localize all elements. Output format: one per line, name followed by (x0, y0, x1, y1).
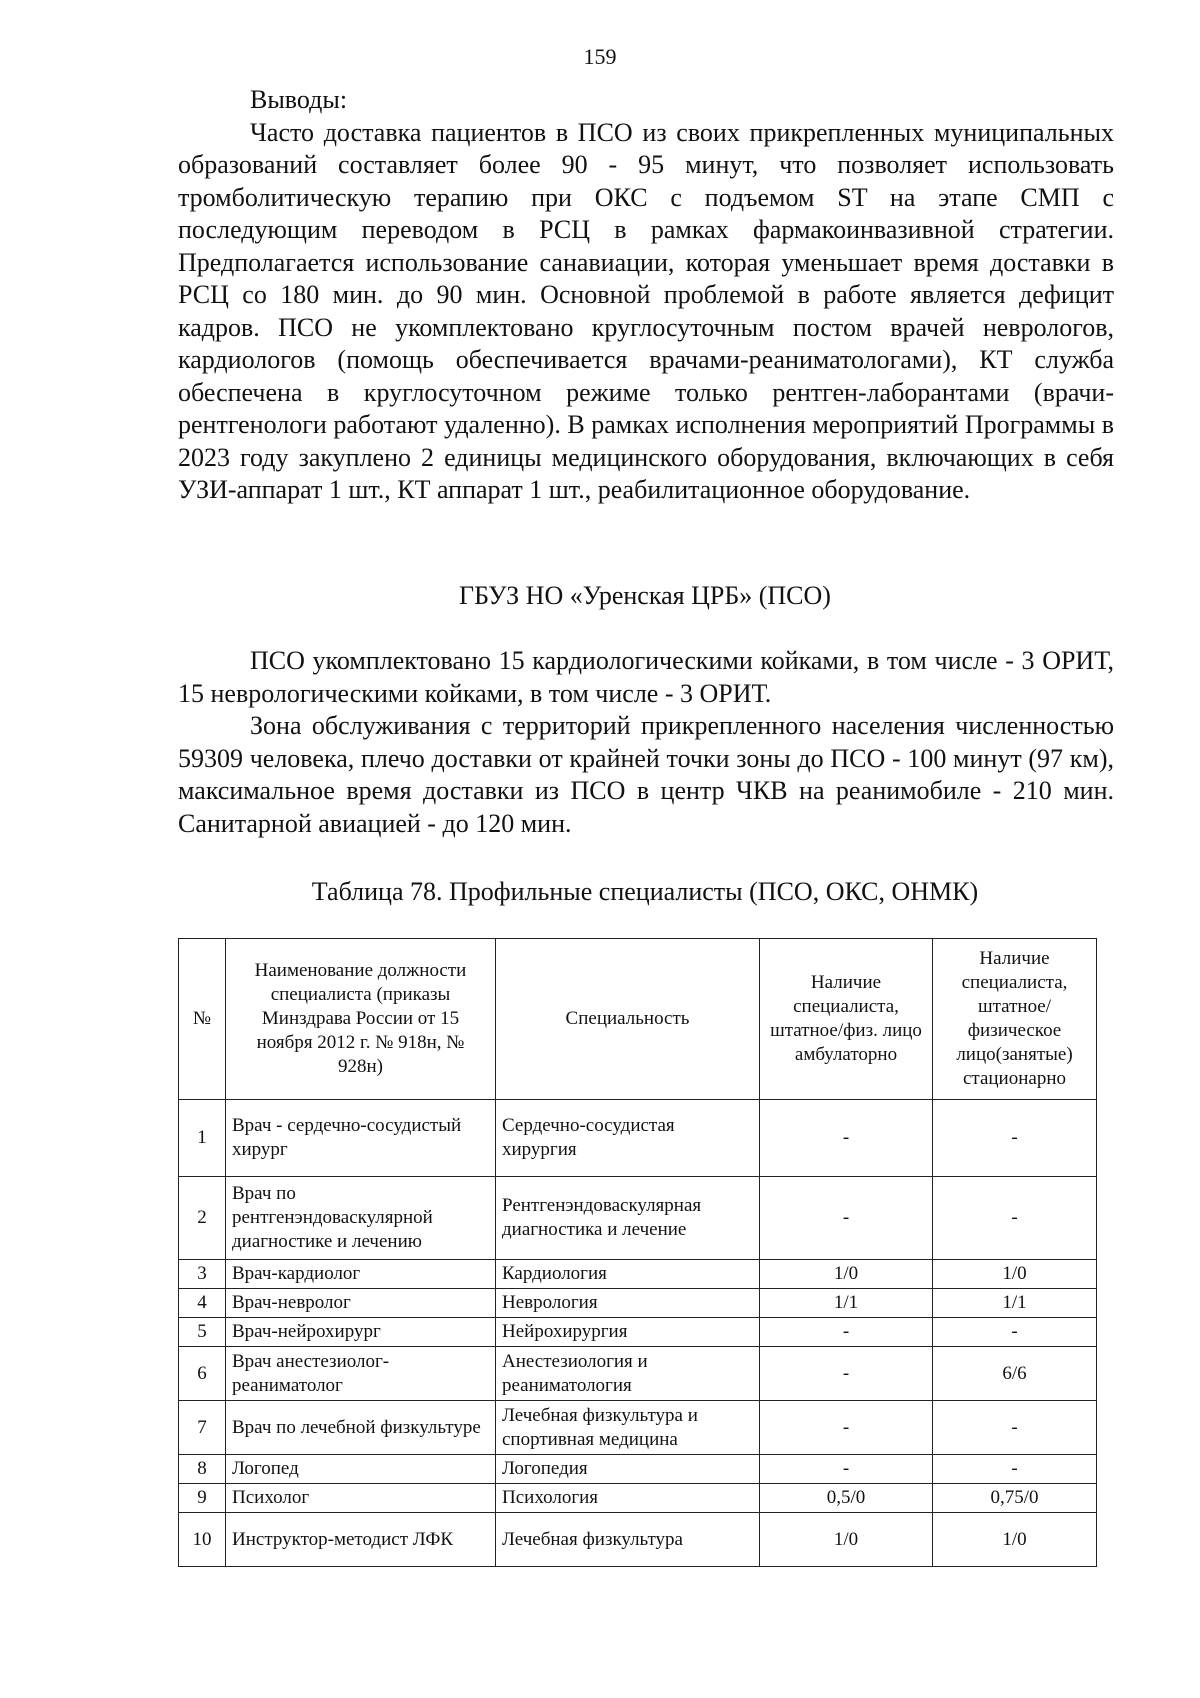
row-inpatient: - (933, 1177, 1097, 1260)
table-row (179, 1455, 1097, 1484)
table-row (179, 1401, 1097, 1455)
row-inpatient: 0,75/0 (933, 1484, 1097, 1513)
row-num: 10 (179, 1513, 226, 1567)
row-num: 4 (179, 1289, 226, 1318)
row-inpatient: 6/6 (933, 1347, 1097, 1401)
header-num: № (179, 939, 226, 1100)
row-num: 3 (179, 1260, 226, 1289)
row-position: Врач-невролог (226, 1289, 496, 1318)
section-paragraph-1: ПСО укомплектовано 15 кардиологическими койками, в том числе - 3 ОРИТ, 15 неврологическими койками, в том числе - 3 ОРИТ. (178, 646, 1114, 708)
section-body (178, 645, 1114, 840)
row-ambulatory: - (760, 1347, 933, 1401)
row-position: Врач анестезиолог-реаниматолог (226, 1347, 496, 1401)
row-ambulatory: 1/0 (760, 1260, 933, 1289)
row-ambulatory: 1/1 (760, 1289, 933, 1318)
header-position: Наименование должности специалиста (приказы Минздрава России от 15 ноября 2012 г. № 918н, № 928н) (226, 939, 496, 1100)
row-inpatient: - (933, 1455, 1097, 1484)
row-num: 5 (179, 1318, 226, 1347)
row-specialty: Логопедия (496, 1455, 760, 1484)
section-paragraph-2: Зона обслуживания с территорий прикрепленного населения численностью 59309 человека, плечо доставки от крайней точки зоны до ПСО - 100 минут (97 км), максимальное время доставки из ПСО в центр ЧКВ на реанимобиле - 210 мин. Санитарной авиацией - до 120 мин. (178, 711, 1114, 838)
row-ambulatory: 1/0 (760, 1513, 933, 1567)
table-row (179, 1318, 1097, 1347)
row-specialty: Лечебная физкультура (496, 1513, 760, 1567)
row-position: Врач-кардиолог (226, 1260, 496, 1289)
row-inpatient: - (933, 1100, 1097, 1177)
row-inpatient: - (933, 1318, 1097, 1347)
row-position: Психолог (226, 1484, 496, 1513)
conclusions-block (178, 84, 1114, 507)
row-specialty: Анестезиология и реаниматология (496, 1347, 760, 1401)
row-position: Логопед (226, 1455, 496, 1484)
row-inpatient: 1/0 (933, 1260, 1097, 1289)
row-num: 6 (179, 1347, 226, 1401)
row-ambulatory: - (760, 1177, 933, 1260)
page-number: 159 (583, 44, 617, 69)
row-ambulatory: - (760, 1318, 933, 1347)
row-position: Врач по рентгенэндоваскулярной диагностике и лечению (226, 1177, 496, 1260)
row-inpatient: 1/1 (933, 1289, 1097, 1318)
row-num: 9 (179, 1484, 226, 1513)
header-ambulatory: Наличие специалиста, штатное/физ. лицо амбулаторно (760, 939, 933, 1100)
row-num: 8 (179, 1455, 226, 1484)
row-ambulatory: - (760, 1455, 933, 1484)
row-specialty: Неврология (496, 1289, 760, 1318)
table-row (179, 1289, 1097, 1318)
table-row (179, 1260, 1097, 1289)
row-position: Врач по лечебной физкультуре (226, 1401, 496, 1455)
row-specialty: Сердечно-сосудистая хирургия (496, 1100, 760, 1177)
table-row (179, 1347, 1097, 1401)
table-row (179, 1513, 1097, 1567)
row-num: 7 (179, 1401, 226, 1455)
row-specialty: Кардиология (496, 1260, 760, 1289)
row-specialty: Нейрохирургия (496, 1318, 760, 1347)
row-ambulatory: 0,5/0 (760, 1484, 933, 1513)
table-row (179, 1484, 1097, 1513)
table-caption: Таблица 78. Профильные специалисты (ПСО, ОКС, ОНМК) (311, 877, 979, 906)
row-specialty: Рентгенэндоваскулярная диагностика и лечение (496, 1177, 760, 1260)
row-position: Врач-нейрохирург (226, 1318, 496, 1347)
row-inpatient: - (933, 1401, 1097, 1455)
table-row (179, 1100, 1097, 1177)
table-header-row (179, 939, 1097, 1100)
row-inpatient: 1/0 (933, 1513, 1097, 1567)
conclusions-label: Выводы: (250, 85, 348, 114)
header-specialty: Специальность (496, 939, 760, 1100)
row-num: 1 (179, 1100, 226, 1177)
header-inpatient: Наличие специалиста, штатное/физическое лицо(занятые) стационарно (933, 939, 1097, 1100)
row-position: Инструктор-методист ЛФК (226, 1513, 496, 1567)
conclusions-text: Часто доставка пациентов в ПСО из своих прикрепленных муниципальных образований составляет более 90 - 95 минут, что позволяет использовать тромболитическую терапию при ОКС с подъемом ST на этапе СМП с последующим переводом в РСЦ в рамках фармакоинвазивной стратегии. Предполагается использование санавиации, которая уменьшает время доставки в РСЦ со 180 мин. до 90 мин. Основной проблемой в работе является дефицит кадров. ПСО не укомплектовано круглосуточным постом врачей неврологов, кардиологов (помощь обеспечивается врачами-реаниматологами), КТ служба обеспечена в круглосуточном режиме только рентген-лаборантами (врачи-рентгенологи работают удаленно). В рамках исполнения мероприятий Программы в 2023 году закуплено 2 единицы медицинского оборудования, включающих в себя УЗИ-аппарат 1 шт., КТ аппарат 1 шт., реабилитационное оборудование. (178, 117, 1114, 504)
section-heading: ГБУЗ НО «Уренская ЦРБ» (ПСО) (459, 581, 831, 610)
specialists-table (178, 938, 1097, 1567)
table-row (179, 1177, 1097, 1260)
row-position: Врач - сердечно-сосудистый хирург (226, 1100, 496, 1177)
row-specialty: Лечебная физкультура и спортивная медицина (496, 1401, 760, 1455)
row-specialty: Психология (496, 1484, 760, 1513)
row-ambulatory: - (760, 1100, 933, 1177)
row-ambulatory: - (760, 1401, 933, 1455)
row-num: 2 (179, 1177, 226, 1260)
